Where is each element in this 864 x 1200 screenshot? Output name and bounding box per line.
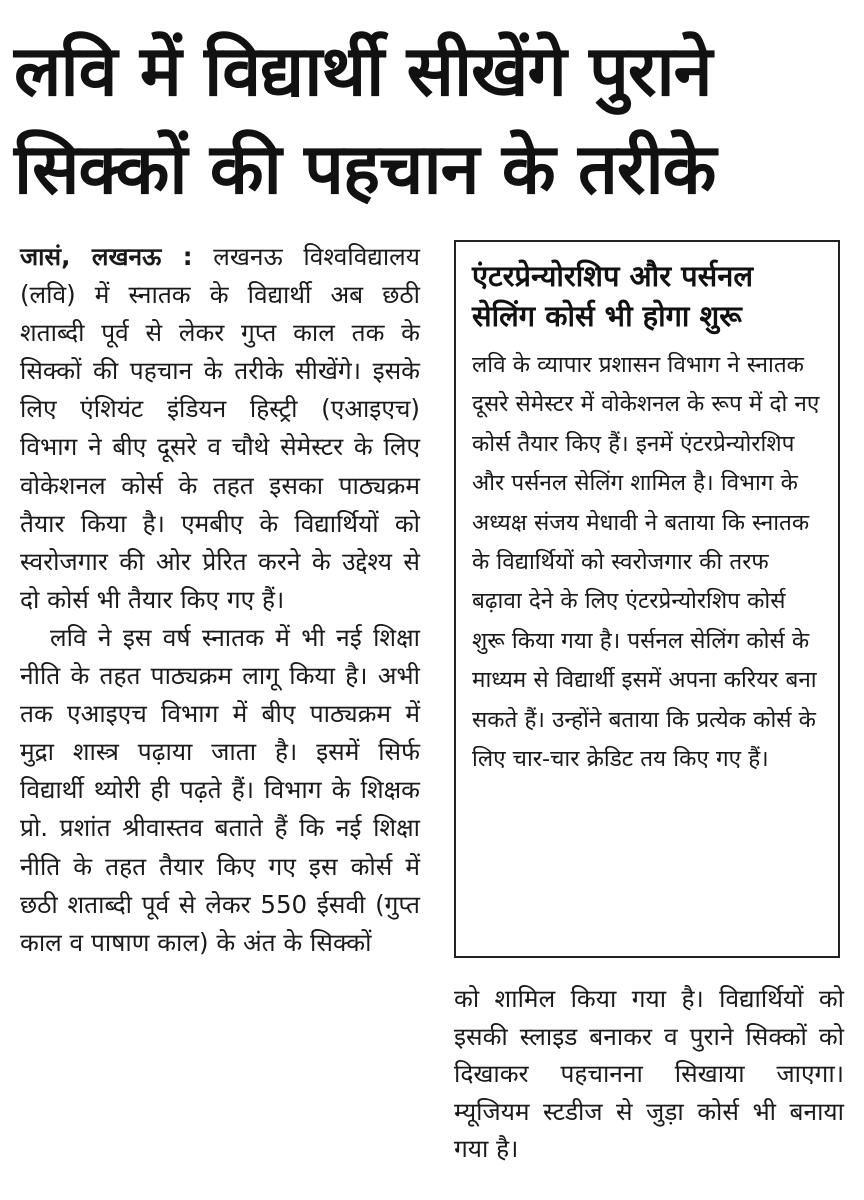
article-continuation-column [454, 980, 844, 1168]
article-left-column [20, 238, 420, 962]
headline-line-2: सिक्कों की पहचान के तरीके [14, 128, 716, 210]
sidebar-body: लवि के व्यापार प्रशासन विभाग ने स्नातक दूसरे सेमेस्टर में वोकेशनल के रूप में दो नए कोर्स तैयार किए हैं। इनमें एंटरप्रेन्योरशिप और पर्सनल सेलिंग शामिल है। विभाग के अध्यक्ष संजय मेधावी ने बताया कि स्नातक के विद्यार्थियों को स्वरोजगार की तरफ बढ़ावा देने के लिए एंटरप्रेन्योरशिप कोर्स शुरू किया गया है। पर्सनल सेलिंग कोर्स के माध्यम से विद्यार्थी इसमें अपना करियर बना सकते हैं। उन्होंने बताया कि प्रत्येक कोर्स के लिए चार-चार क्रेडिट तय किए गए हैं। [472, 352, 820, 773]
article-paragraph-1-text: लखनऊ विश्वविद्यालय (लवि) में स्नातक के विद्यार्थी अब छठी शताब्दी पूर्व से लेकर गुप्त काल तक के सिक्कों की पहचान के तरीके सीखेंगे। इसके लिए एंशियंट इंडियन हिस्ट्री (एआइएच) विभाग ने बीए दूसरे व चौथे सेमेस्टर के लिए वोकेशनल कोर्स के तहत इसका पाठ्यक्रम तैयार किया है। एमबीए के विद्यार्थियों को स्वरोजगार की ओर प्रेरित करने के उद्देश्य से दो कोर्स भी तैयार किए गए हैं। [20, 242, 420, 614]
article-paragraph-1 [20, 238, 420, 619]
headline-line-1: लवि में विद्यार्थी सीखेंगे पुराने [14, 30, 712, 112]
article-continuation: को शामिल किया गया है। विद्यार्थियों को इसकी स्लाइड बनाकर व पुराने सिक्कों को दिखाकर पहचानना सिखाया जाएगा। म्यूजियम स्टडीज से जुड़ा कोर्स भी बनाया गया है। [454, 984, 844, 1163]
headline [14, 22, 854, 218]
article-paragraph-2: लवि ने इस वर्ष स्नातक में भी नई शिक्षा नीति के तहत पाठ्यक्रम लागू किया है। अभी तक एआइएच विभाग में बीए पाठ्यक्रम में मुद्रा शास्त्र पढ़ाया जाता है। इसमें सिर्फ विद्यार्थी थ्योरी ही पढ़ते हैं। विभाग के शिक्षक प्रो. प्रशांत श्रीवास्तव बताते हैं कि नई शिक्षा नीति के तहत तैयार किए गए इस कोर्स में छठी शताब्दी पूर्व से लेकर 550 ईसवी (गुप्त काल व पाषाण काल) के अंत के सिक्कों [20, 622, 420, 957]
sidebar-box [454, 240, 840, 958]
sidebar-title [472, 256, 824, 336]
sidebar-title-line-1: एंटरप्रेन्योरशिप और पर्सनल [472, 259, 754, 293]
sidebar-title-line-2: सेलिंग कोर्स भी होगा शुरू [472, 299, 742, 333]
dateline: जासं, लखनऊ : [20, 242, 193, 271]
